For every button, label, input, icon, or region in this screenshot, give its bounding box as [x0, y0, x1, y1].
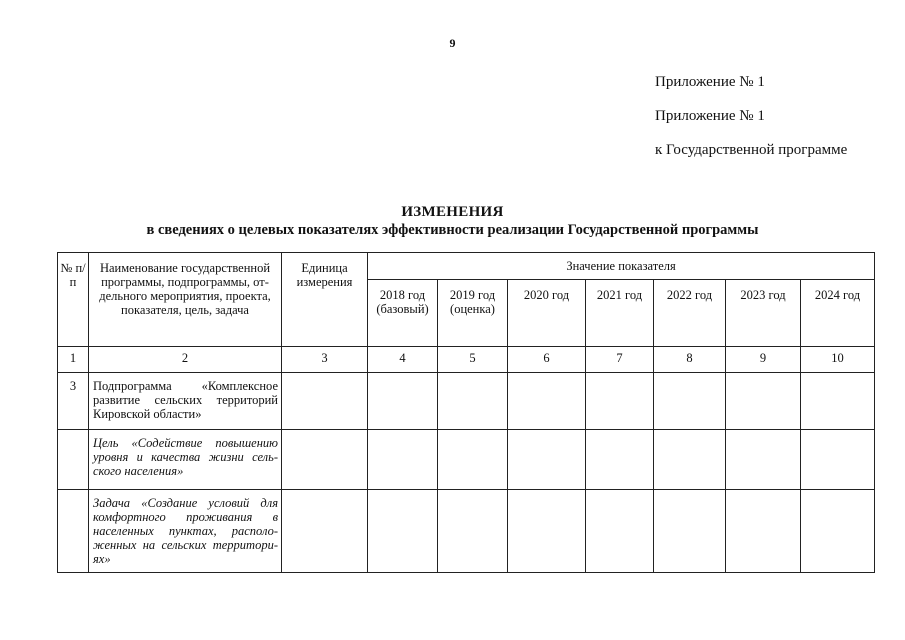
title-main: ИЗМЕНЕНИЯ	[401, 204, 504, 220]
header-year-2020: 2020 год	[508, 280, 586, 347]
table-row	[58, 373, 875, 430]
row-value	[726, 373, 801, 430]
header-year-2022: 2022 год	[654, 280, 726, 347]
row-value	[438, 490, 508, 573]
row-unit	[282, 373, 368, 430]
document-title	[0, 204, 905, 239]
row-value	[801, 430, 875, 490]
row-value	[368, 373, 438, 430]
row-name: Подпрограмма «Комплексное развитие сельских территорий Кировской области»	[89, 373, 282, 430]
page-number: 9	[449, 36, 456, 50]
header-year-2019: 2019 год (оценка)	[438, 280, 508, 347]
title-subtitle: в сведениях о целевых показателях эффективности реализации Государственной программы	[146, 222, 759, 238]
row-name: Задача «Создание условий для комфортного проживания в населенных пунктах, расположенных на сельских территориях»	[89, 490, 282, 573]
row-value	[438, 373, 508, 430]
row-value	[508, 373, 586, 430]
header-year-2021: 2021 год	[586, 280, 654, 347]
column-number: 10	[801, 347, 875, 373]
column-number-row	[58, 347, 875, 373]
column-number: 3	[282, 347, 368, 373]
row-value	[438, 430, 508, 490]
header-year-2018: 2018 год (базовый)	[368, 280, 438, 347]
header-name: Наименование государственной программы, подпрограммы, отдельного мероприятия, проекта, показателя, цель, задача	[89, 253, 282, 347]
row-value	[368, 490, 438, 573]
row-value	[368, 430, 438, 490]
header-unit: Единица измерения	[282, 253, 368, 347]
column-number: 1	[58, 347, 89, 373]
table-row	[58, 490, 875, 573]
indicators-table	[57, 252, 875, 573]
header-year-2024: 2024 год	[801, 280, 875, 347]
row-value	[586, 373, 654, 430]
row-value	[726, 490, 801, 573]
column-number: 8	[654, 347, 726, 373]
row-unit	[282, 490, 368, 573]
column-number: 6	[508, 347, 586, 373]
row-value	[654, 373, 726, 430]
header-year-2023: 2023 год	[726, 280, 801, 347]
row-value	[654, 430, 726, 490]
appendix-line-3: к Государственной программе	[655, 142, 848, 158]
appendix-line-1: Приложение № 1	[655, 74, 765, 90]
column-number: 9	[726, 347, 801, 373]
row-unit	[282, 430, 368, 490]
table-row	[58, 430, 875, 490]
row-value	[801, 373, 875, 430]
row-value	[508, 490, 586, 573]
row-value	[726, 430, 801, 490]
appendix-line-2: Приложение № 1	[655, 108, 765, 124]
column-number: 4	[368, 347, 438, 373]
column-number: 2	[89, 347, 282, 373]
row-number	[58, 430, 89, 490]
row-number: 3	[58, 373, 89, 430]
column-number: 5	[438, 347, 508, 373]
row-name: Цель «Содействие повышению уровня и качества жизни сельского населения»	[89, 430, 282, 490]
row-value	[801, 490, 875, 573]
row-value	[586, 490, 654, 573]
header-number: № п/п	[58, 253, 89, 347]
row-value	[586, 430, 654, 490]
column-number: 7	[586, 347, 654, 373]
row-value	[654, 490, 726, 573]
header-values-group: Значение показателя	[368, 253, 875, 280]
row-value	[508, 430, 586, 490]
row-number	[58, 490, 89, 573]
